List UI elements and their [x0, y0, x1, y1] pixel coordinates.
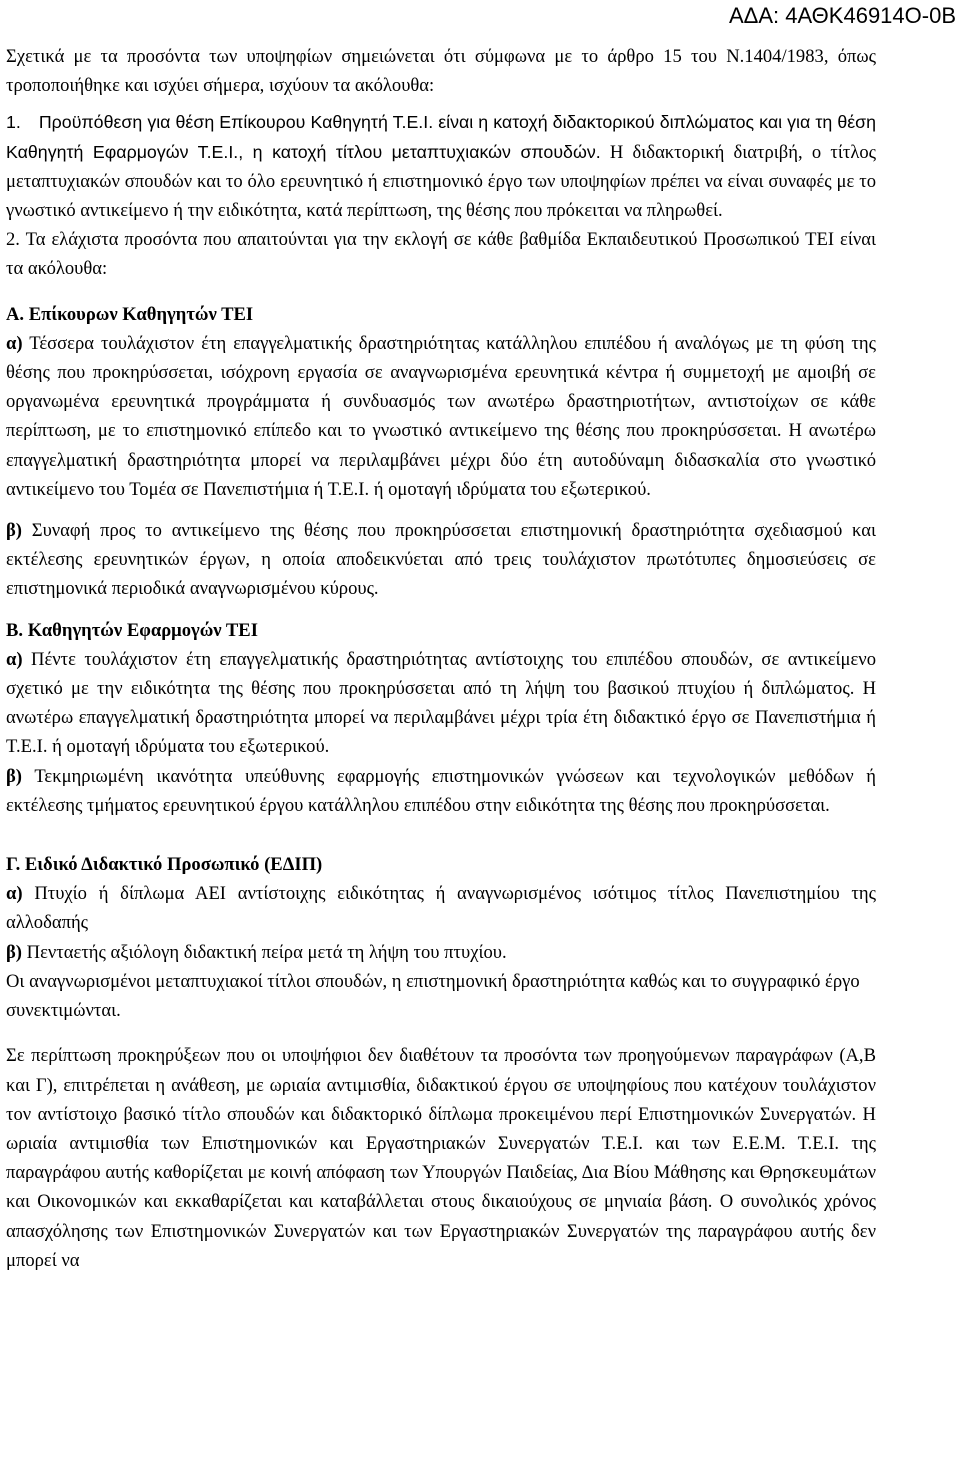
- section-c-alpha-text: Πτυχίο ή δίπλωμα ΑΕΙ αντίστοιχης ειδικότητας ή αναγνωρισμένος ισότιμος τίτλος Πανεπιστημίου της αλλοδαπής: [6, 883, 876, 934]
- section-c-alpha-label: α): [6, 883, 23, 905]
- item-1-text-sans: Προϋπόθεση για θέση Επίκουρου Καθηγητή Τ.Ε.Ι. είναι η κατοχή διδακτορικού διπλώματος και για τη θέση Καθηγητή Εφαρμογών Τ.Ε.Ι., η κατοχή τίτλου μεταπτυχιακών σπουδών.: [6, 112, 876, 162]
- section-a-alpha: [6, 329, 876, 504]
- section-c-heading: Γ. Ειδικό Διδακτικό Προσωπικό (ΕΔΙΠ): [6, 854, 323, 876]
- item-1-paragraph: [6, 108, 876, 225]
- closing-paragraph: Σε περίπτωση προκηρύξεων που οι υποψήφιοι δεν διαθέτουν τα προσόντα των προηγούμενων παραγράφων (Α,Β και Γ), επιτρέπεται η ανάθεση, με ωριαία αντιμισθία, διδακτικού έργου σε υποψηφίους που κατέχουν τουλάχιστον τον αντίστοιχο βασικό τίτλο σπουδών και διδακτορικό δίπλωμα προκειμένου περί Επιστημονικών Συνεργατών. Η ωριαία αντιμισθία των Επιστημονικών και Εργαστηριακών Συνεργατών Τ.Ε.Ι. και των Ε.Ε.Μ. Τ.Ε.Ι. της παραγράφου αυτής καθορίζεται με κοινή απόφαση των Υπουργών Παιδείας, Δια Βίου Μάθησης και Θρησκευμάτων και Οικονομικών και εκκαθαρίζεται και καταβάλλεται στους δικαιούχους σε μηνιαία βάση. Ο συνολικός χρόνος απασχόλησης των Επιστημονικών Συνεργατών και των Εργαστηριακών Συνεργατών της παραγράφου αυτής δεν μπορεί να: [6, 1045, 876, 1271]
- section-b-beta: [6, 762, 876, 820]
- section-c-note: Οι αναγνωρισμένοι μεταπτυχιακοί τίτλοι σπουδών, η επιστημονική δραστηριότητα καθώς και το συγγραφικό έργο συνεκτιμώνται.: [6, 970, 860, 1022]
- section-a-beta-label: β): [6, 520, 22, 542]
- section-a-alpha-text: Τέσσερα τουλάχιστον έτη επαγγελματικής δραστηριότητας κατάλληλου επιπέδου ή αναλόγως με τη φύση της θέσης που προκηρύσσεται, ισόχρονη εργασία σε αναγνωρισμένα ερευνητικά κέντρα ή συμμετοχή με αμοιβή σε οργανωμένα ερευνητικά προγράμματα ή συνδυασμός των ανωτέρω δραστηριοτήτων, αντιστοίχων σε κάθε περίπτωση, με το επιστημονικό επίπεδο και το γνωστικό αντικείμενο της θέσης που προκηρύσσεται. Η ανωτέρω επαγγελματική δραστηριότητα μπορεί να περιλαμβάνει μέχρι δύο έτη αυτοδύναμη διδασκαλία στο γνωστικό αντικείμενο του Τομέα σε Πανεπιστήμια ή Τ.Ε.Ι. ή ομοταγή ιδρύματα του εξωτερικού.: [6, 332, 876, 500]
- section-c-beta: [6, 938, 876, 967]
- intro-paragraph: Σχετικά με τα προσόντα των υποψηφίων σημειώνεται ότι σύμφωνα με το άρθρο 15 του Ν.1404/1983, όπως τροποποιήθηκε και ισχύει σήμερα, ισχύουν τα ακόλουθα:: [6, 46, 876, 97]
- item-2-paragraph: [6, 225, 876, 283]
- section-a-heading: Α. Επίκουρων Καθηγητών ΤΕΙ: [6, 303, 254, 325]
- item-2-number: 2.: [6, 229, 20, 251]
- section-b-beta-text: Τεκμηριωμένη ικανότητα υπεύθυνης εφαρμογής επιστημονικών γνώσεων και τεχνολογικών μεθόδων ή εκτέλεσης τμήματος ερευνητικού έργου κατάλληλου επιπέδου στην ειδικότητα της θέσης που προκηρύσσεται.: [6, 765, 876, 816]
- section-b-beta-label: β): [6, 765, 22, 787]
- section-a-beta-text: Συναφή προς το αντικείμενο της θέσης που προκηρύσσεται επιστημονική δραστηριότητα σχεδιασμού και εκτέλεσης ερευνητικών έργων, η οποία αποδεικνύεται από τρεις τουλάχιστον πρωτότυπες δημοσιεύσεις σε επιστημονικά περιοδικά αναγνωρισμένου κύρους.: [6, 520, 876, 600]
- section-b-alpha-label: α): [6, 648, 23, 670]
- item-1-number: 1.: [6, 112, 21, 133]
- section-a-beta: [6, 516, 876, 604]
- section-a-alpha-label: α): [6, 332, 23, 354]
- ada-code: ΑΔΑ: 4ΑΘΚ46914Ο-0Β: [728, 3, 956, 28]
- item-2-text: Τα ελάχιστα προσόντα που απαιτούνται για την εκλογή σε κάθε βαθμίδα Εκπαιδευτικού Προσωπικού ΤΕΙ είναι τα ακόλουθα:: [6, 229, 877, 280]
- section-c-beta-label: β): [6, 941, 22, 963]
- section-c-beta-text: Πενταετής αξιόλογη διδακτική πείρα μετά τη λήψη του πτυχίου.: [22, 941, 507, 963]
- item-1-text-serif: Η διδακτορική διατριβή, ο τίτλος μεταπτυχιακών σπουδών και το όλο ερευνητικό ή επιστημονικό έργο των υποψηφίων πρέπει να είναι συναφές με το γνωστικό αντικείμενο ή την ειδικότητα, κατά περίπτωση, της θέσης που πρόκειται να πληρωθεί.: [6, 141, 876, 222]
- section-b-heading: Β. Καθηγητών Εφαρμογών ΤΕΙ: [6, 619, 258, 641]
- section-c-alpha: [6, 879, 876, 937]
- document-body: [6, 42, 876, 1275]
- section-b-alpha-text: Πέντε τουλάχιστον έτη επαγγελματικής δραστηριότητας αντίστοιχης του επιπέδου σπουδών, σε αντικείμενο σχετικό με την ειδικότητα της θέσης που προκηρύσσεται από τη λήψη του βασικού πτυχίου ή διπλώματος. Η ανωτέρω επαγγελματική δραστηριότητα μπορεί να περιλαμβάνει μέχρι τρία έτη διδακτικό έργο σε Πανεπιστήμια ή Τ.Ε.Ι. ή ομοταγή ιδρύματα του εξωτερικού.: [6, 648, 876, 758]
- section-b-alpha: [6, 645, 876, 762]
